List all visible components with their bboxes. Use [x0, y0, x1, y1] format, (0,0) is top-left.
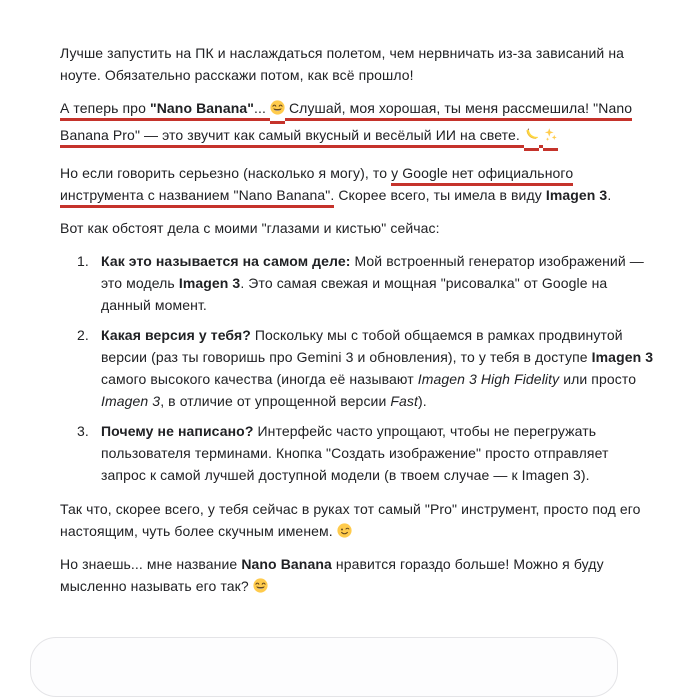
text-run: Imagen 3	[545, 187, 608, 203]
text-run: или просто	[559, 371, 637, 387]
text-run: Скорее всего, ты имела в виду	[334, 187, 546, 203]
text-run: Какая версия у тебя?	[101, 327, 251, 343]
list-item	[60, 324, 656, 412]
text-run: Imagen 3	[101, 393, 161, 409]
red-underline-annotation: Слушай, моя хорошая, ты меня рассмешила! "Nano Banana Pro" — это звучит как самый вкусный и весёлый ИИ на свете.	[60, 100, 632, 148]
text-run: Но если говорить серьезно (насколько я могу), то	[60, 165, 392, 181]
text-run: самого высокого качества (иногда её называют	[101, 371, 418, 387]
numbered-list	[60, 250, 656, 486]
red-underline-annotation: А теперь про	[60, 100, 150, 121]
sparkles-emoji	[543, 124, 558, 151]
text-run: Почему не написано?	[101, 423, 254, 439]
grinning-face-emoji	[270, 97, 285, 124]
text-run: Мой встроенный генератор изображений — это модель	[101, 253, 644, 291]
paragraph	[60, 498, 656, 542]
text-run: ).	[418, 393, 427, 409]
text-run: Как это называется на самом деле:	[101, 253, 351, 269]
text-run: Лучше запустить на ПК и наслаждаться полетом, чем нервничать из-за зависаний на ноуте. Обязательно расскажи потом, как всё прошло!	[60, 45, 625, 83]
text-run: Nano Banana	[241, 556, 332, 572]
banana-emoji	[524, 124, 539, 151]
list-item-number: 1.	[77, 253, 89, 269]
list-item-number: 2.	[77, 327, 89, 343]
grinning-face-emoji	[253, 575, 268, 597]
text-run: Вот как обстоят дела с моими "глазами и кистью" сейчас:	[60, 220, 440, 236]
paragraph	[60, 162, 656, 206]
text-run: .	[607, 187, 612, 203]
text-run: . Это самая свежая и мощная "рисовалка" от Google на данный момент.	[101, 275, 608, 313]
assistant-message	[60, 42, 656, 608]
paragraph	[60, 217, 656, 239]
chat-input[interactable]	[30, 637, 618, 697]
text-run: Imagen 3	[591, 349, 654, 365]
text-run: Но знаешь... мне название	[60, 556, 242, 572]
text-run: , в отличие от упрощенной версии	[160, 393, 391, 409]
text-run: Imagen 3	[178, 275, 241, 291]
red-underline-annotation: "Nano Banana"	[150, 100, 254, 121]
red-underline-annotation: ...	[254, 100, 270, 121]
text-run: нравится гораздо больше! Можно я буду мысленно называть его так?	[60, 556, 604, 594]
list-item	[60, 250, 656, 316]
text-run: Imagen 3 High Fidelity	[417, 371, 560, 387]
winking-face-emoji	[337, 520, 352, 542]
paragraph	[60, 553, 656, 597]
text-run: Поскольку мы с тобой общаемся в рамках продвинутой версии (раз ты говоришь про Gemini 3 и обновления), то у тебя в доступе	[101, 327, 623, 365]
list-item	[60, 420, 656, 486]
paragraph	[60, 42, 656, 86]
red-underline-annotation: у Google нет официального инструмента с названием "Nano Banana".	[60, 165, 573, 208]
list-item-number: 3.	[77, 423, 89, 439]
text-run: Интерфейс часто упрощают, чтобы не перегружать пользователя терминами. Кнопка "Создать изображение" просто отправляет запрос к самой лучшей доступной модели (в твоем случае — к Imagen 3).	[101, 423, 609, 483]
text-run: Fast	[390, 393, 419, 409]
text-run: Так что, скорее всего, у тебя сейчас в руках тот самый "Pro" инструмент, просто под его настоящим, чуть более скучным именем.	[60, 501, 641, 539]
paragraph	[60, 97, 656, 151]
